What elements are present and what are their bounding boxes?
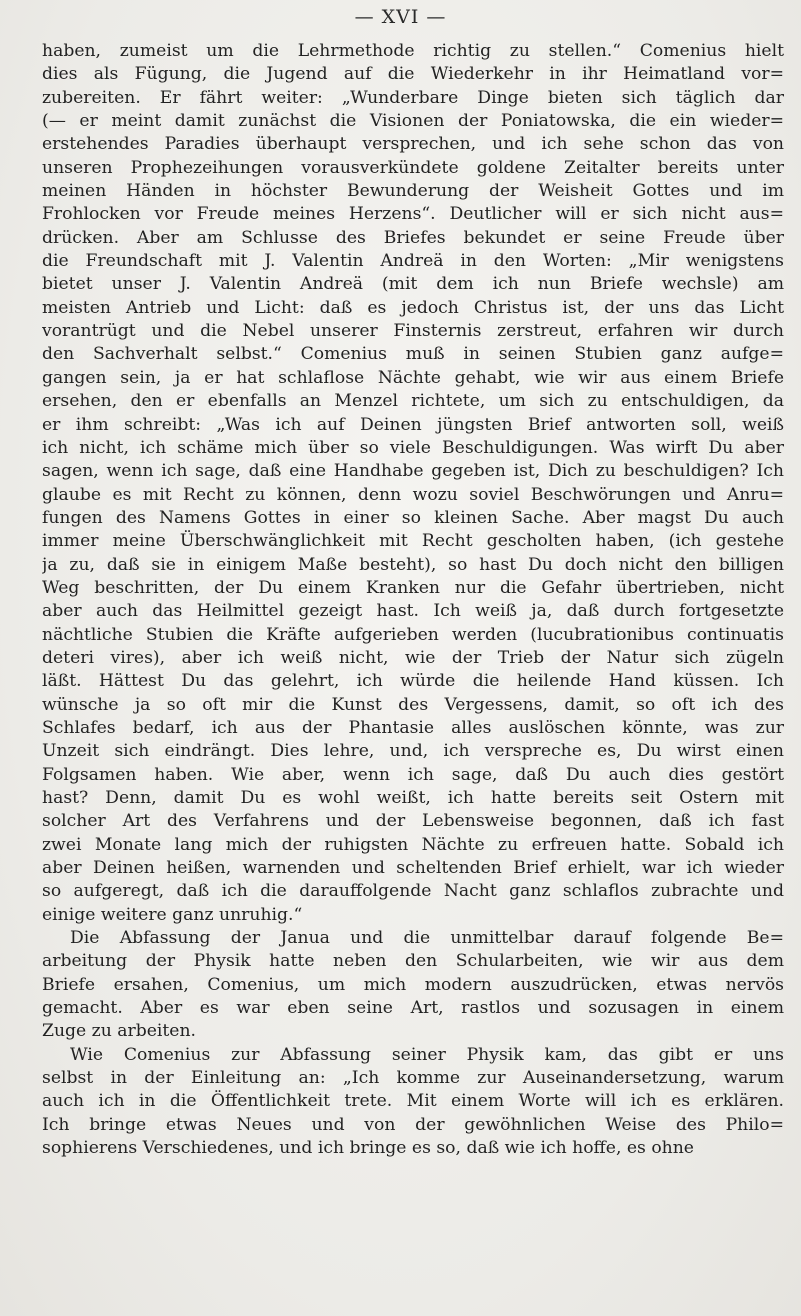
- text-line: den Sachverhalt selbst.“ Comenius muß in seinen Stubien ganz aufge=: [42, 344, 784, 365]
- text-line: unseren Prophezeihungen vorausverkündete goldene Zeitalter bereits unter: [42, 157, 784, 178]
- text-line: glaube es mit Recht zu können, denn wozu soviel Beschwörungen und Anru=: [42, 484, 784, 505]
- text-line: gangen sein, ja er hat schlaflose Nächte gehabt, wie wir aus einem Briefe: [42, 367, 784, 388]
- text-line: hast? Denn, damit Du es wohl weißt, ich hatte bereits seit Ostern mit: [42, 788, 784, 808]
- text-line: gemacht. Aber es war eben seine Art, rastlos und sozusagen in einem: [42, 998, 784, 1019]
- text-line: immer meine Überschwänglichkeit mit Recht gescholten haben, (ich gestehe: [42, 531, 784, 552]
- text-line: haben, zumeist um die Lehrmethode richtig zu stellen.“ Comenius hielt: [42, 41, 784, 61]
- text-line: bietet unser J. Valentin Andreä (mit dem ich nun Briefe wechsle) am: [42, 274, 784, 295]
- text-line: ja zu, daß sie in einigem Maße besteht), so hast Du doch nicht den billigen: [42, 554, 784, 575]
- text-line: einige weitere ganz unruhig.“: [42, 904, 303, 925]
- text-line: aber auch das Heilmittel gezeigt hast. Ich weiß ja, daß durch fortgesetzte: [42, 601, 784, 622]
- text-line: nächtliche Stubien die Kräfte aufgerieben werden (lucubrationibus continuatis: [42, 624, 784, 645]
- page-number-header: — XVI —: [354, 6, 447, 28]
- text-line: Weg beschritten, der Du einem Kranken nur die Gefahr übertrieben, nicht: [42, 577, 784, 598]
- text-line: Zuge zu arbeiten.: [42, 1021, 196, 1042]
- text-line: fungen des Namens Gottes in einer so kleinen Sache. Aber magst Du auch: [42, 507, 784, 528]
- text-line: (— er meint damit zunächst die Visionen der Poniatowska, die ein wieder=: [42, 111, 784, 132]
- text-line: sagen, wenn ich sage, daß eine Handhabe gegeben ist, Dich zu beschuldigen? Ich: [42, 461, 784, 482]
- text-line: meisten Antrieb und Licht: daß es jedoch Christus ist, der uns das Licht: [42, 297, 784, 318]
- text-line: selbst in der Einleitung an: „Ich komme zur Auseinandersetzung, warum: [42, 1068, 784, 1089]
- text-line: meinen Händen in höchster Bewunderung der Weisheit Gottes und im: [42, 181, 784, 202]
- text-line: zubereiten. Er fährt weiter: „Wunderbare Dinge bieten sich täglich dar: [42, 87, 784, 108]
- text-line: so aufgeregt, daß ich die darauffolgende Nacht ganz schlaflos zubrachte und: [42, 881, 784, 902]
- text-line: Frohlocken vor Freude meines Herzens“. Deutlicher will er sich nicht aus=: [42, 204, 784, 225]
- text-line: er ihm schreibt: „Was ich auf Deinen jüngsten Brief antworten soll, weiß: [42, 414, 784, 435]
- text-line: Schlafes bedarf, ich aus der Phantasie alles auslöschen könnte, was zur: [42, 717, 784, 738]
- text-line: Die Abfassung der Janua und die unmittelbar darauf folgende Be=: [70, 928, 784, 949]
- text-line: wünsche ja so oft mir die Kunst des Vergessens, damit, so oft ich des: [42, 694, 784, 715]
- text-line: Folgsamen haben. Wie aber, wenn ich sage, daß Du auch dies gestört: [42, 764, 784, 785]
- text-line: ich nicht, ich schäme mich über so viele Beschuldigungen. Was wirft Du aber: [42, 437, 784, 458]
- text-line: die Freundschaft mit J. Valentin Andreä in den Worten: „Mir wenigstens: [42, 251, 784, 272]
- text-line: läßt. Hättest Du das gelehrt, ich würde die heilende Hand küssen. Ich: [42, 671, 784, 692]
- text-line: ersehen, den er ebenfalls an Menzel richtete, um sich zu entschuldigen, da: [42, 391, 784, 412]
- text-line: erstehendes Paradies überhaupt versprechen, und ich sehe schon das von: [42, 134, 784, 155]
- text-line: Ich bringe etwas Neues und von der gewöhnlichen Weise des Philo=: [42, 1114, 784, 1135]
- text-line: Briefe ersahen, Comenius, um mich modern auszudrücken, etwas nervös: [42, 974, 784, 995]
- text-line: solcher Art des Verfahrens und der Lebensweise begonnen, daß ich fast: [42, 811, 784, 832]
- text-line: Wie Comenius zur Abfassung seiner Physik kam, das gibt er uns: [70, 1044, 784, 1065]
- text-line: sophierens Verschiedenes, und ich bringe es so, daß wie ich hoffe, es ohne: [42, 1138, 694, 1159]
- text-line: auch ich in die Öffentlichkeit trete. Mit einem Worte will ich es erklären.: [42, 1091, 784, 1112]
- text-line: vorantrügt und die Nebel unserer Finsternis zerstreut, erfahren wir durch: [42, 321, 784, 342]
- text-line: Unzeit sich eindrängt. Dies lehre, und, ich verspreche es, Du wirst einen: [42, 741, 784, 762]
- text-line: zwei Monate lang mich der ruhigsten Nächte zu erfreuen hatte. Sobald ich: [42, 834, 784, 855]
- text-line: deteri vires), aber ich weiß nicht, wie der Trieb der Natur sich zügeln: [42, 647, 784, 668]
- text-line: arbeitung der Physik hatte neben den Schularbeiten, wie wir aus dem: [42, 951, 784, 972]
- text-line: aber Deinen heißen, warnenden und scheltenden Brief erhielt, war ich wieder: [42, 858, 784, 879]
- text-line: drücken. Aber am Schlusse des Briefes bekundet er seine Freude über: [42, 227, 784, 248]
- text-line: dies als Fügung, die Jugend auf die Wiederkehr in ihr Heimatland vor=: [42, 64, 784, 85]
- body-text: [42, 40, 784, 1161]
